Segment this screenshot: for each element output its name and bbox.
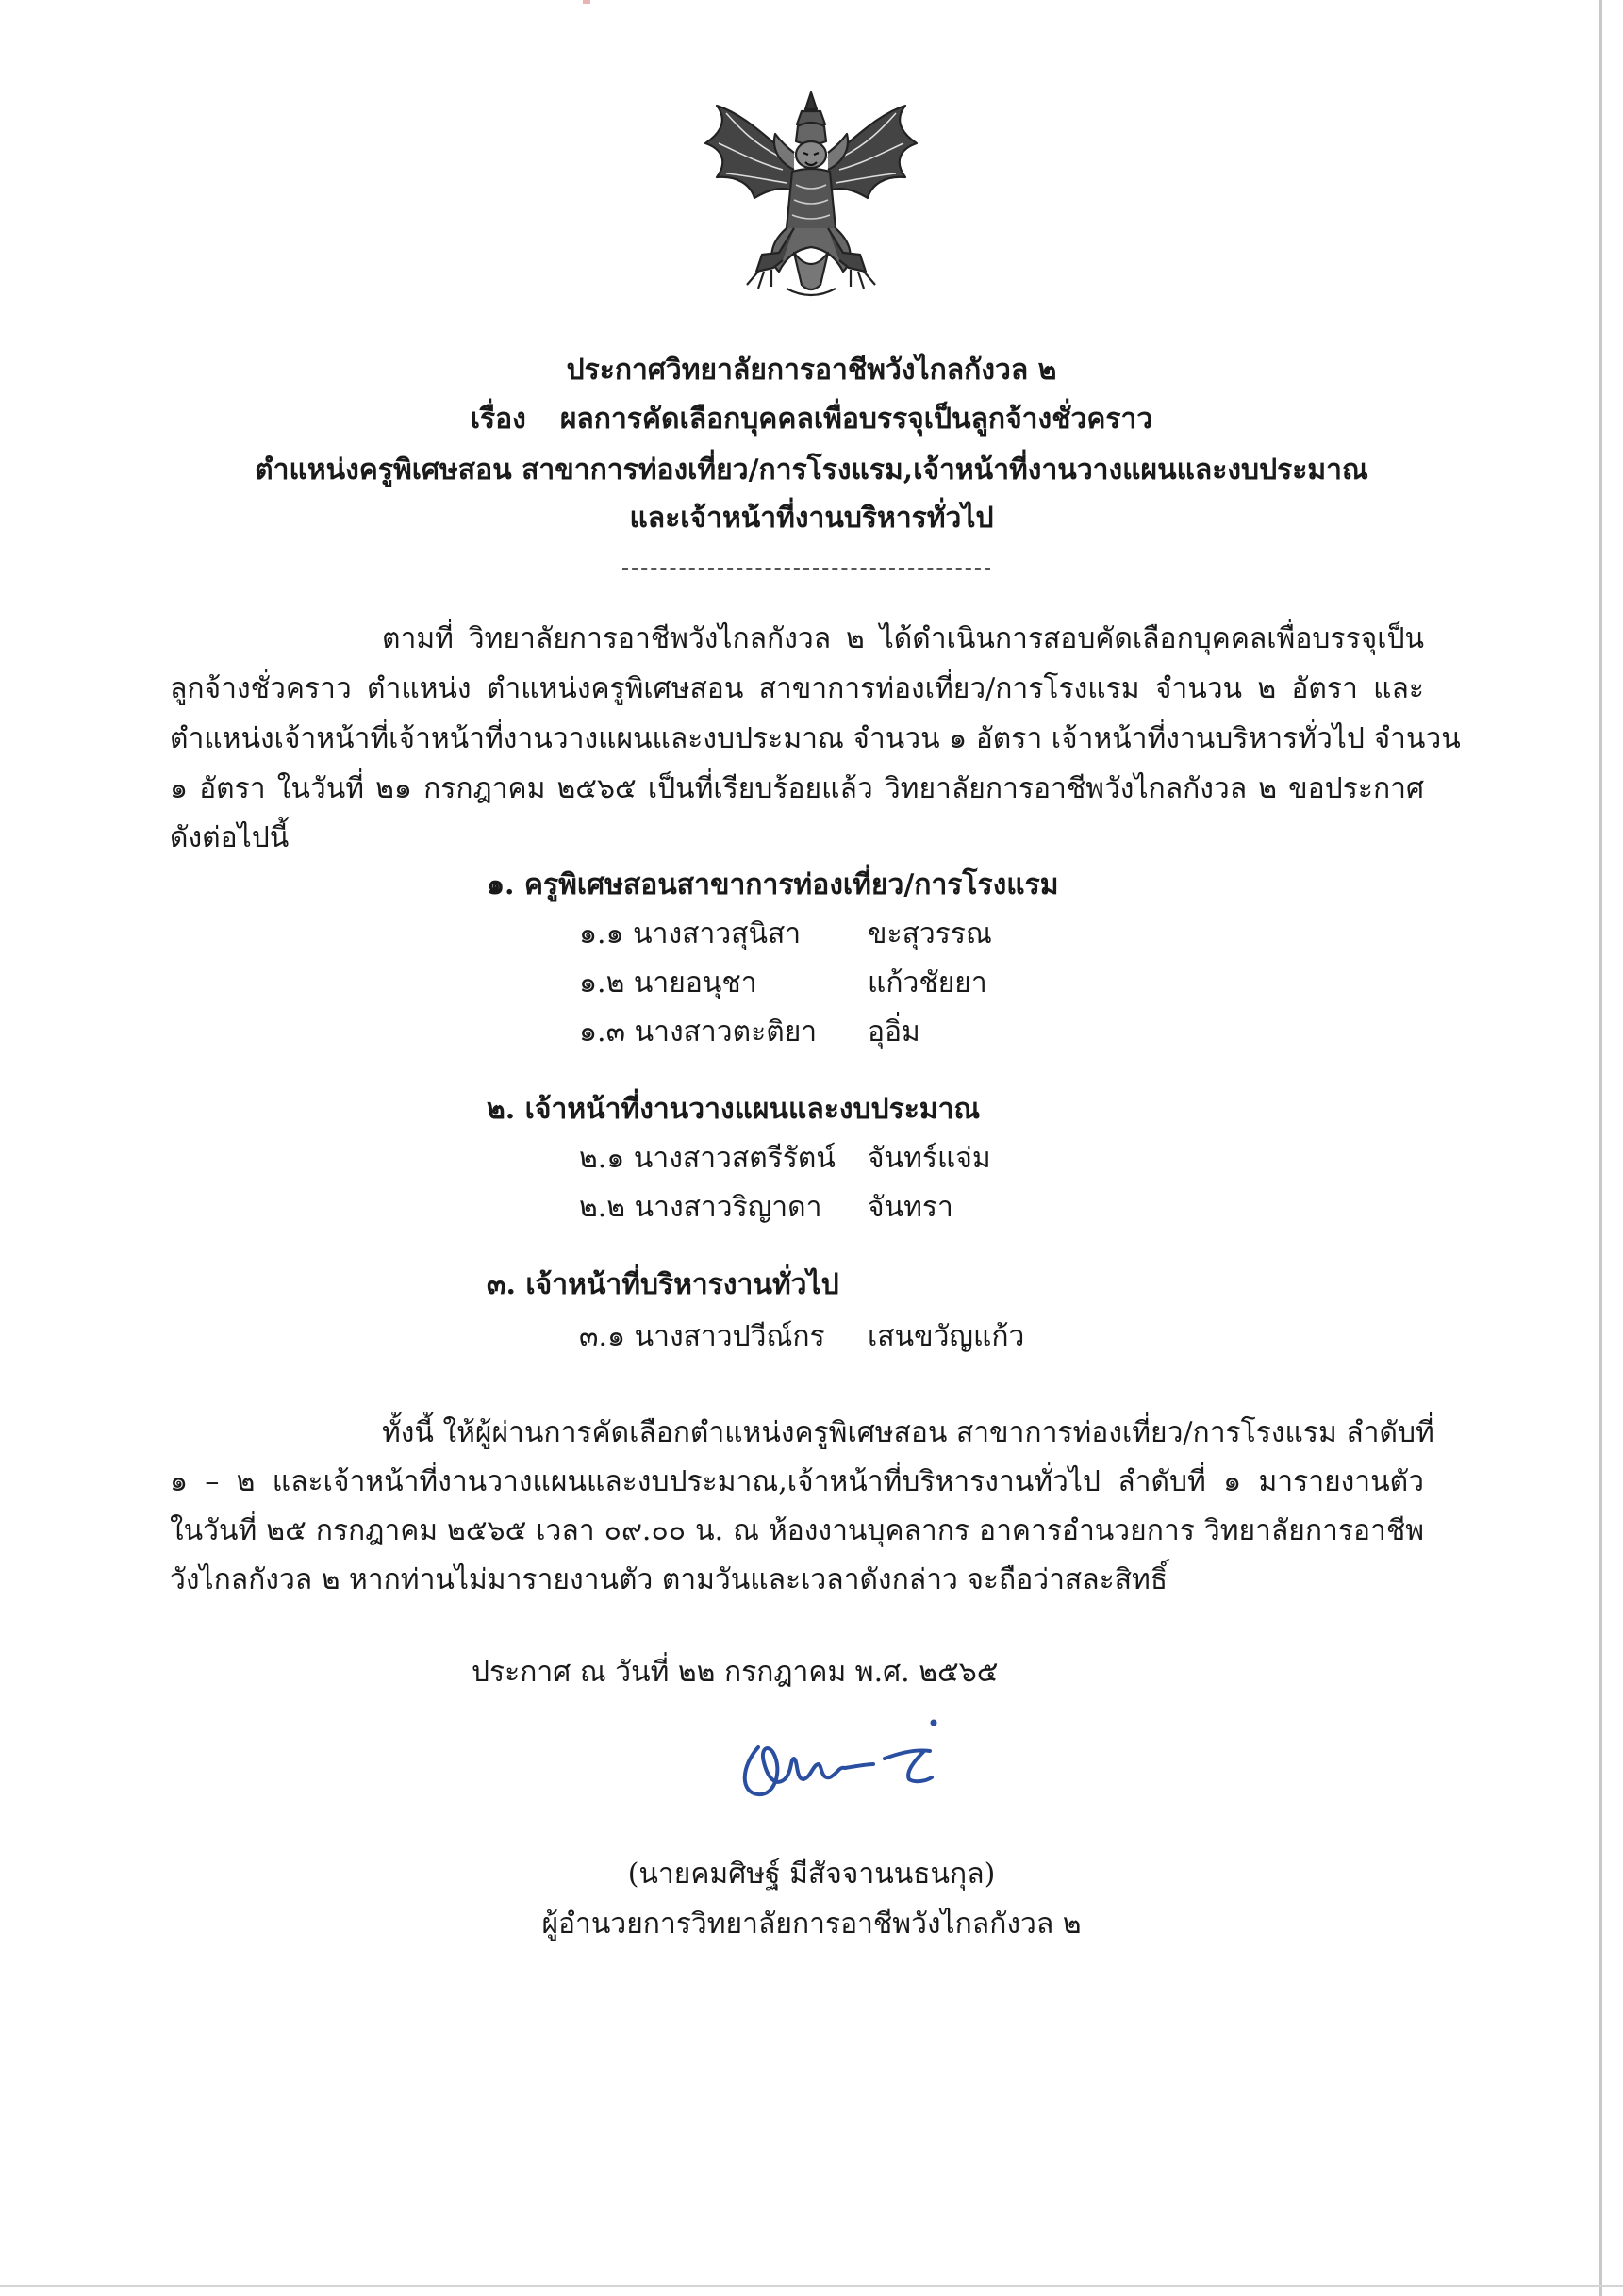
intro-line-4: ๑ อัตรา ในวันที่ ๒๑ กรกฎาคม ๒๕๖๕ เป็นที่เรียบร้อยแล้ว วิทยาลัยการอาชีพวังไกลกังวล ๒ ขอประกาศ [170,772,1424,805]
closing-line-1: ทั้งนี้ ให้ผู้ผ่านการคัดเลือกตำแหน่งครูพิเศษสอน สาขาการท่องเที่ยว/การโรงแรม ลำดับที่ [382,1416,1434,1449]
page-edge-bottom [0,2285,1623,2287]
page-edge-right [1599,0,1602,2296]
closing-line-3: ในวันที่ ๒๕ กรกฎาคม ๒๕๖๕ เวลา ๐๙.๐๐ น. ณ ห้องงานบุคลากร อาคารอำนวยการ วิทยาลัยการอาชีพ [170,1514,1424,1547]
announcement-subject [0,405,1623,434]
intro-line-1: ตามที่ วิทยาลัยการอาชีพวังไกลกังวล ๒ ได้ดำเนินการสอบคัดเลือกบุคคลเพื่อบรรจุเป็น [382,622,1424,655]
handwritten-signature [732,1711,949,1815]
list-item-surname: ขะสุวรรณ [868,917,992,950]
list-item-name: ๑.๑ นางสาวสุนิสา [579,917,802,950]
proclamation-date: ประกาศ ณ วันที่ ๒๒ กรกฎาคม พ.ศ. ๒๕๖๕ [472,1656,999,1689]
section-heading-teacher: ๑. ครูพิเศษสอนสาขาการท่องเที่ยว/การโรงแรม [487,868,1059,901]
announcement-title: ประกาศวิทยาลัยการอาชีพวังไกลกังวล ๒ [566,354,1057,387]
announcement-positions-cont: และเจ้าหน้าที่งานบริหารทั่วไป [629,502,994,535]
scan-mark [583,0,590,4]
closing-line-4: วังไกลกังวล ๒ หากท่านไม่มารายงานตัว ตามวันและเวลาดังกล่าว จะถือว่าสละสิทธิ์ [170,1563,1168,1596]
subject-label: เรื่อง [470,403,526,436]
list-item-surname: จันทรา [868,1191,953,1224]
list-item-name: ๑.๒ นายอนุชา [579,966,757,999]
list-item-surname: แก้วชัยยา [868,966,987,999]
list-item-name: ๑.๓ นางสาวตะติยา [579,1016,818,1049]
list-item-name: ๒.๒ นางสาวริญาดา [579,1191,822,1224]
list-item-name: ๓.๑ นางสาวปวีณ์กร [579,1320,825,1353]
header-divider [622,568,990,570]
intro-line-3: ตำแหน่งเจ้าหน้าที่เจ้าหน้าที่งานวางแผนและงบประมาณ จำนวน ๑ อัตรา เจ้าหน้าที่งานบริหารทั่วไป จำนวน [170,722,1461,755]
announcement-positions: ตำแหน่งครูพิเศษสอน สาขาการท่องเที่ยว/การโรงแรม,เจ้าหน้าที่งานวางแผนและงบประมาณ [255,454,1368,487]
list-item-surname: อุอิ่ม [868,1016,920,1049]
closing-line-2: ๑ – ๒ และเจ้าหน้าที่งานวางแผนและงบประมาณ,เจ้าหน้าที่บริหารงานทั่วไป ลำดับที่ ๑ มารายงานตัว [170,1465,1424,1498]
signatory-name: (นายคมศิษฐ์ มีสัจจานนธนกุล) [627,1858,996,1891]
section-heading-planning: ๒. เจ้าหน้าที่งานวางแผนและงบประมาณ [487,1093,981,1126]
garuda-emblem-icon [688,87,934,306]
intro-line-2: ลูกจ้างชั่วคราว ตำแหน่ง ตำแหน่งครูพิเศษสอน สาขาการท่องเที่ยว/การโรงแรม จำนวน ๒ อัตรา และ [170,672,1424,705]
signatory-title: ผู้อำนวยการวิทยาลัยการอาชีพวังไกลกังวล ๒ [541,1908,1082,1941]
section-heading-admin: ๓. เจ้าหน้าที่บริหารงานทั่วไป [487,1268,839,1301]
intro-line-5: ดังต่อไปนี้ [170,821,290,854]
list-item-name: ๒.๑ นางสาวสตรีรัตน์ [579,1142,836,1175]
subject-text: ผลการคัดเลือกบุคคลเพื่อบรรจุเป็นลูกจ้างชั่วคราว [559,403,1153,436]
list-item-surname: เสนขวัญแก้ว [868,1320,1025,1353]
list-item-surname: จันทร์แจ่ม [868,1142,991,1175]
